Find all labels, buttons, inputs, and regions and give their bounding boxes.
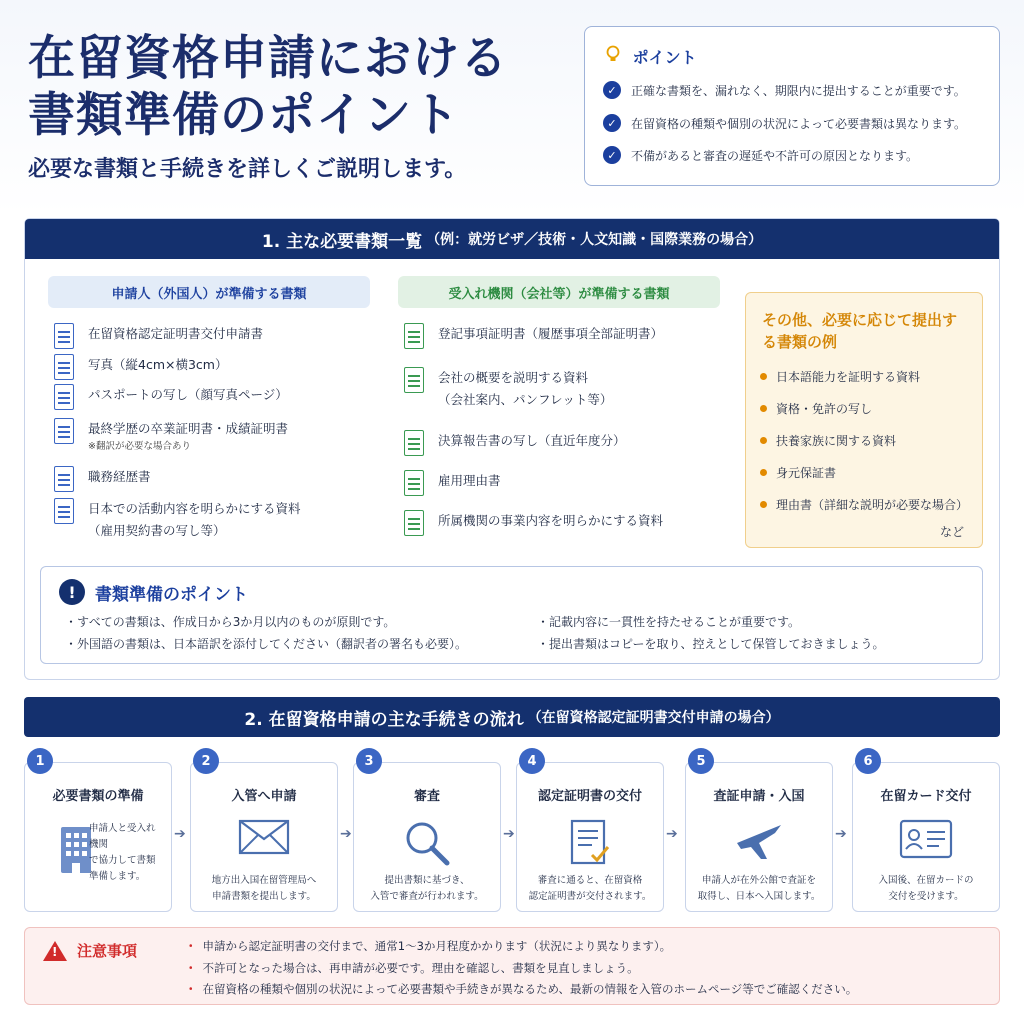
section-documents-note: （例：就労ビザ／技術・人文知識・国際業務の場合） xyxy=(426,232,763,248)
doc-text: 職務経歴書 xyxy=(88,469,151,484)
flow-step xyxy=(685,762,833,912)
other-item xyxy=(760,464,836,481)
applicant-doc-item xyxy=(54,418,288,454)
step-desc xyxy=(517,873,663,905)
bullet-dot xyxy=(760,405,767,412)
step-desc-line: 交付を受けます。 xyxy=(888,891,964,902)
point-item-text: 不備があると審査の遅延や不許可の原因となります。 xyxy=(631,148,919,163)
step-desc-line: 入国後、在留カードの xyxy=(878,875,974,886)
step-title: 必要書類の準備 xyxy=(52,789,144,804)
step-title: 在留カード交付 xyxy=(880,789,972,804)
caution-item: ・ 在留資格の種類や個別の状況によって必要書類や手続きが異なるため、最新の情報を入管のホームページ等でご確認ください。 xyxy=(185,982,858,996)
point-item-text: 正確な書類を、漏れなく、期限内に提出することが重要です。 xyxy=(631,83,966,98)
flow-step xyxy=(24,762,172,912)
caution-heading xyxy=(43,940,137,961)
airplane-icon xyxy=(733,819,785,867)
document-icon xyxy=(404,510,424,536)
caution-box xyxy=(24,927,1000,1005)
doc-text-2: （会社案内、パンフレット等） xyxy=(438,392,613,407)
bullet-dot xyxy=(760,469,767,476)
bullet-dot xyxy=(760,501,767,508)
step-title: 査証申請・入国 xyxy=(713,789,805,804)
page-subtitle: 必要な書類と手続きを詳しくご説明します。 xyxy=(28,157,467,182)
company-doc-item xyxy=(404,430,626,456)
exclamation-icon: ! xyxy=(59,579,85,605)
tips-heading-text: 書類準備のポイント xyxy=(95,584,248,605)
lightbulb-icon xyxy=(605,45,621,67)
caution-heading-text: 注意事項 xyxy=(77,942,138,960)
step-desc-line: 準備します。 xyxy=(89,871,146,882)
other-documents-box xyxy=(745,292,983,548)
step-desc-line: 地方出入国在留管理局へ xyxy=(211,875,317,886)
doc-text: 会社の概要を説明する資料 xyxy=(438,370,589,385)
company-doc-item xyxy=(404,323,663,349)
other-etc: など xyxy=(939,525,964,539)
step-desc-line: 取得し、日本へ入国します。 xyxy=(697,891,821,902)
tip-item: ・すべての書類は、作成日から3か月以内のものが原則です。 xyxy=(65,615,396,629)
applicant-doc-item xyxy=(54,323,263,349)
check-icon: ✓ xyxy=(603,81,621,99)
caution-item-text: 不許可となった場合は、再申請が必要です。理由を確認し、書類を見直しましょう。 xyxy=(202,961,639,975)
step-desc xyxy=(686,873,832,905)
check-icon: ✓ xyxy=(603,146,621,164)
step-desc-line: 審査に通ると、在留資格 xyxy=(537,875,643,886)
caution-item: ・ 申請から認定証明書の交付まで、通常1〜3か月程度かかります（状況により異なります）。 xyxy=(185,939,672,953)
section-flow-title: 2. 在留資格申請の主な手続きの流れ xyxy=(244,709,524,730)
company-doc-item xyxy=(404,367,612,411)
applicant-doc-item xyxy=(54,466,151,492)
document-icon xyxy=(54,466,74,492)
section-flow xyxy=(24,697,1000,737)
point-heading xyxy=(605,45,697,68)
document-icon xyxy=(54,354,74,380)
arrow-right-icon: ➔ xyxy=(174,826,186,842)
certificate-icon xyxy=(570,819,610,871)
doc-text: 在留資格認定証明書交付申請書 xyxy=(88,326,264,341)
title-line-2: 書類準備のポイント xyxy=(28,88,460,143)
company-column-heading: 受入れ機関（会社等）が準備する書類 xyxy=(398,276,720,308)
spreadsheet-icon xyxy=(404,323,424,349)
bullet-dot xyxy=(760,373,767,380)
step-desc-line: 申請人が在外公館で査証を xyxy=(701,875,816,886)
tips-heading xyxy=(59,579,248,605)
other-item-text: 日本語能力を証明する資料 xyxy=(776,370,921,384)
step-number: 2 xyxy=(193,748,219,774)
other-item-text: 扶養家族に関する資料 xyxy=(776,434,897,448)
document-icon xyxy=(54,384,74,410)
other-item-text: 理由書（詳細な説明が必要な場合） xyxy=(776,498,969,512)
doc-text: 写真（縦4cm×横3cm） xyxy=(88,357,228,372)
other-item-text: 資格・免許の写し xyxy=(776,402,873,416)
step-number: 4 xyxy=(519,748,545,774)
caution-item-text: 在留資格の種類や個別の状況によって必要書類や手続きが異なるため、最新の情報を入管のホームページ等でご確認ください。 xyxy=(202,982,858,996)
tips-box xyxy=(40,566,983,664)
point-item xyxy=(603,114,966,132)
bullet-dot xyxy=(760,437,767,444)
point-item xyxy=(603,81,966,99)
caution-item-text: 申請から認定証明書の交付まで、通常1〜3か月程度かかります（状況により異なります）。 xyxy=(202,939,672,953)
tip-item: ・外国語の書類は、日本語訳を添付してください（翻訳者の署名も必要）。 xyxy=(65,637,468,651)
point-box xyxy=(584,26,1000,186)
step-desc xyxy=(89,821,169,885)
section-flow-note: （在留資格認定証明書交付申請の場合） xyxy=(527,710,780,726)
building-icon xyxy=(59,825,93,879)
step-desc-line: 認定証明書が交付されます。 xyxy=(528,891,652,902)
doc-text: 最終学歴の卒業証明書・成績証明書 xyxy=(88,421,289,436)
flow-step xyxy=(190,762,338,912)
doc-text: 所属機関の事業内容を明らかにする資料 xyxy=(438,513,664,528)
step-desc xyxy=(354,873,500,905)
other-item xyxy=(760,368,920,385)
warning-icon: ! xyxy=(43,941,67,961)
step-desc xyxy=(853,873,999,905)
step-title: 入管へ申請 xyxy=(231,789,297,804)
document-icon xyxy=(54,418,74,444)
title-line-1: 在留資格申請における xyxy=(28,31,508,86)
step-desc-line: 申請書類を提出します。 xyxy=(212,891,316,902)
step-desc-line: で協力して書類 xyxy=(89,855,156,866)
arrow-right-icon: ➔ xyxy=(503,826,515,842)
step-title: 審査 xyxy=(413,789,440,804)
id-card-icon xyxy=(899,819,953,863)
step-number: 3 xyxy=(356,748,382,774)
check-icon: ✓ xyxy=(603,114,621,132)
step-desc-line: 提出書類に基づき、 xyxy=(384,875,470,886)
applicant-column-heading: 申請人（外国人）が準備する書類 xyxy=(48,276,370,308)
envelope-icon xyxy=(238,819,290,859)
flow-step xyxy=(516,762,664,912)
document-icon xyxy=(404,430,424,456)
company-doc-item xyxy=(404,470,501,496)
doc-text-2: （雇用契約書の写し等） xyxy=(88,523,226,538)
other-item-text: 身元保証書 xyxy=(776,466,837,480)
arrow-right-icon: ➔ xyxy=(340,826,352,842)
step-number: 6 xyxy=(855,748,881,774)
other-documents-heading: その他、必要に応じて提出する書類の例 xyxy=(762,311,958,351)
document-icon xyxy=(54,323,74,349)
point-item xyxy=(603,146,918,164)
step-desc-line: 申請人と受入れ xyxy=(89,823,156,834)
step-desc-line: 機関 xyxy=(89,839,109,850)
doc-text: 決算報告書の写し（直近年度分） xyxy=(438,433,626,448)
section-flow-header xyxy=(24,697,1000,737)
tip-item: ・記載内容に一貫性を持たせることが重要です。 xyxy=(537,615,801,629)
document-icon xyxy=(404,470,424,496)
tip-item: ・提出書類はコピーを取り、控えとして保管しておきましょう。 xyxy=(537,637,885,651)
step-number: 1 xyxy=(27,748,53,774)
page-title xyxy=(28,30,508,144)
arrow-right-icon: ➔ xyxy=(666,826,678,842)
section-documents-title: 1. 主な必要書類一覧 xyxy=(261,231,423,252)
doc-text: パスポートの写し（顔写真ページ） xyxy=(88,387,288,402)
section-documents-header xyxy=(25,219,999,259)
doc-text: 登記事項証明書（履歴事項全部証明書） xyxy=(438,326,664,341)
point-heading-text: ポイント xyxy=(632,48,697,67)
doc-note: ※翻訳が必要な場合あり xyxy=(88,441,191,452)
step-title: 認定証明書の交付 xyxy=(537,789,642,804)
caution-item: ・ 不許可となった場合は、再申請が必要です。理由を確認し、書類を見直しましょう。 xyxy=(185,961,639,975)
spreadsheet-icon xyxy=(404,367,424,393)
applicant-doc-item xyxy=(54,354,227,380)
point-item-text: 在留資格の種類や個別の状況によって必要書類は異なります。 xyxy=(631,116,967,131)
step-number: 5 xyxy=(688,748,714,774)
flow-step xyxy=(353,762,501,912)
doc-text: 日本での活動内容を明らかにする資料 xyxy=(88,501,301,516)
doc-text: 雇用理由書 xyxy=(438,473,501,488)
other-item xyxy=(760,400,872,417)
step-desc xyxy=(191,873,337,905)
other-item xyxy=(760,432,896,449)
applicant-doc-item xyxy=(54,498,301,542)
company-doc-item xyxy=(404,510,663,536)
step-desc-line: 入管で審査が行われます。 xyxy=(370,891,484,902)
document-icon xyxy=(54,498,74,524)
other-item xyxy=(760,496,968,513)
arrow-right-icon: ➔ xyxy=(835,826,847,842)
magnifier-icon xyxy=(403,819,451,871)
applicant-doc-item xyxy=(54,384,288,410)
flow-step xyxy=(852,762,1000,912)
